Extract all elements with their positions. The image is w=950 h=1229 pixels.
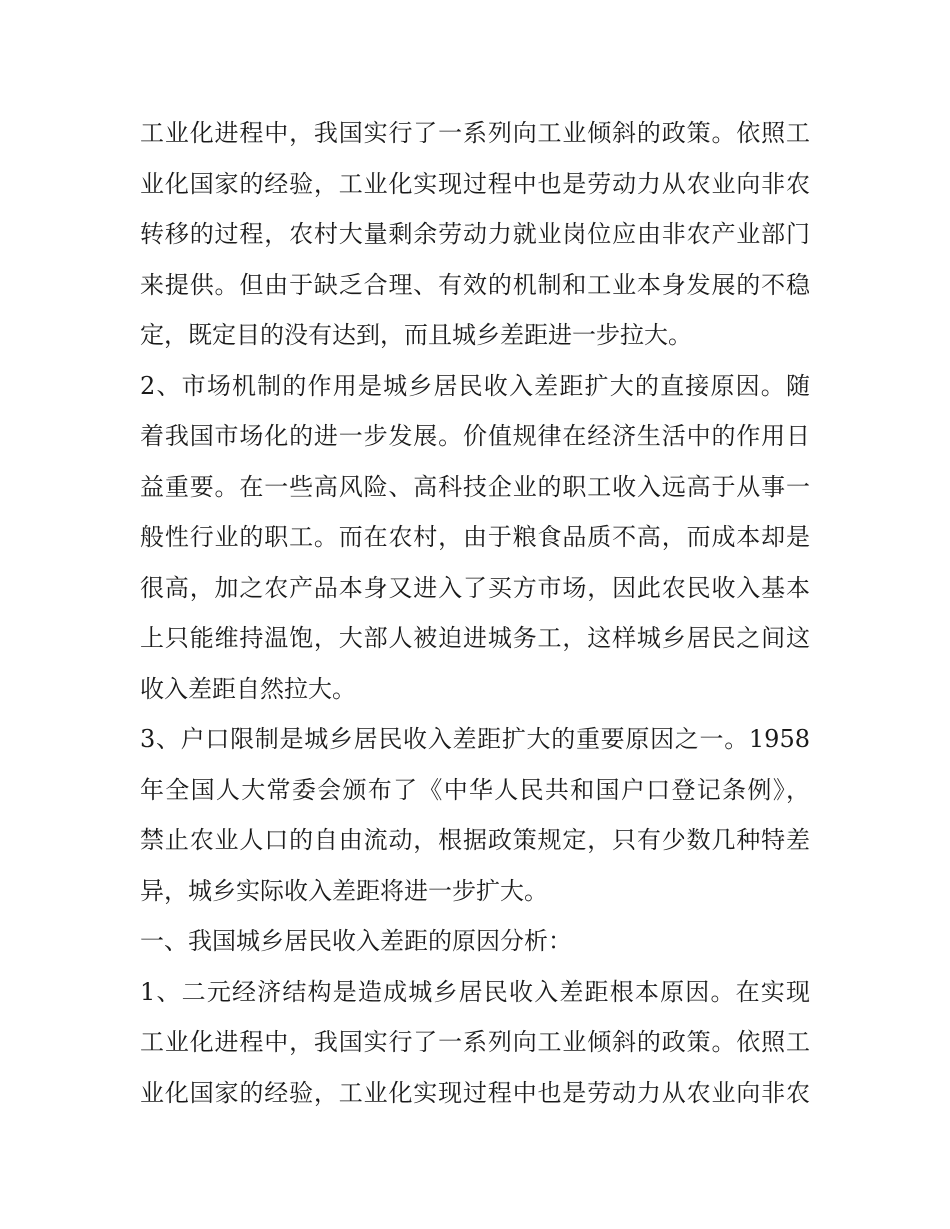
body-text	[140, 108, 816, 1118]
text-line: 般性行业的职工。而在农村，由于粮食品质不高，而成本却是	[140, 523, 810, 551]
text-line: 工业化进程中，我国实行了一系列向工业倾斜的政策。依照工	[140, 119, 810, 147]
text-line: 禁止农业人口的自由流动，根据政策规定，只有少数几种特差	[140, 826, 810, 854]
text-line: 收入差距自然拉大。	[140, 674, 356, 703]
text-line: 定，既定目的没有达到，而且城乡差距进一步拉大。	[140, 321, 692, 349]
text-line: 业化国家的经验，工业化实现过程中也是劳动力从农业向非农	[140, 169, 810, 198]
text-line: 来提供。但由于缺乏合理、有效的机制和工业本身发展的不稳	[140, 270, 810, 299]
text-line: 上只能维持温饱，大部人被迫进城务工，这样城乡居民之间这	[140, 624, 810, 652]
text-line: 异，城乡实际收入差距将进一步扩大。	[140, 876, 548, 905]
text-line: 益重要。在一些高风险、高科技企业的职工收入远高于从事一	[140, 472, 810, 501]
text-line: 工业化进程中，我国实行了一系列向工业倾斜的政策。依照工	[140, 1028, 810, 1056]
text-line: 2、市场机制的作用是城乡居民收入差距扩大的直接原因。随	[140, 371, 810, 400]
text-line: 1、二元经济结构是造成城乡居民收入差距根本原因。在实现	[140, 977, 810, 1006]
text-line: 业化国家的经验，工业化实现过程中也是劳动力从农业向非农	[140, 1078, 810, 1107]
text-line: 年全国人大常委会颁布了《中华人民共和国户口登记条例》，	[140, 775, 810, 804]
text-line: 很高，加之农产品本身又进入了买方市场，因此农民收入基本	[140, 573, 810, 602]
section-heading: 一、我国城乡居民收入差距的原因分析：	[140, 927, 572, 955]
text-line: 转移的过程，农村大量剩余劳动力就业岗位应由非农产业部门	[140, 220, 810, 248]
text-line: 着我国市场化的进一步发展。价值规律在经济生活中的作用日	[140, 422, 810, 450]
text-line: 3、户口限制是城乡居民收入差距扩大的重要原因之一。1958	[140, 725, 810, 753]
